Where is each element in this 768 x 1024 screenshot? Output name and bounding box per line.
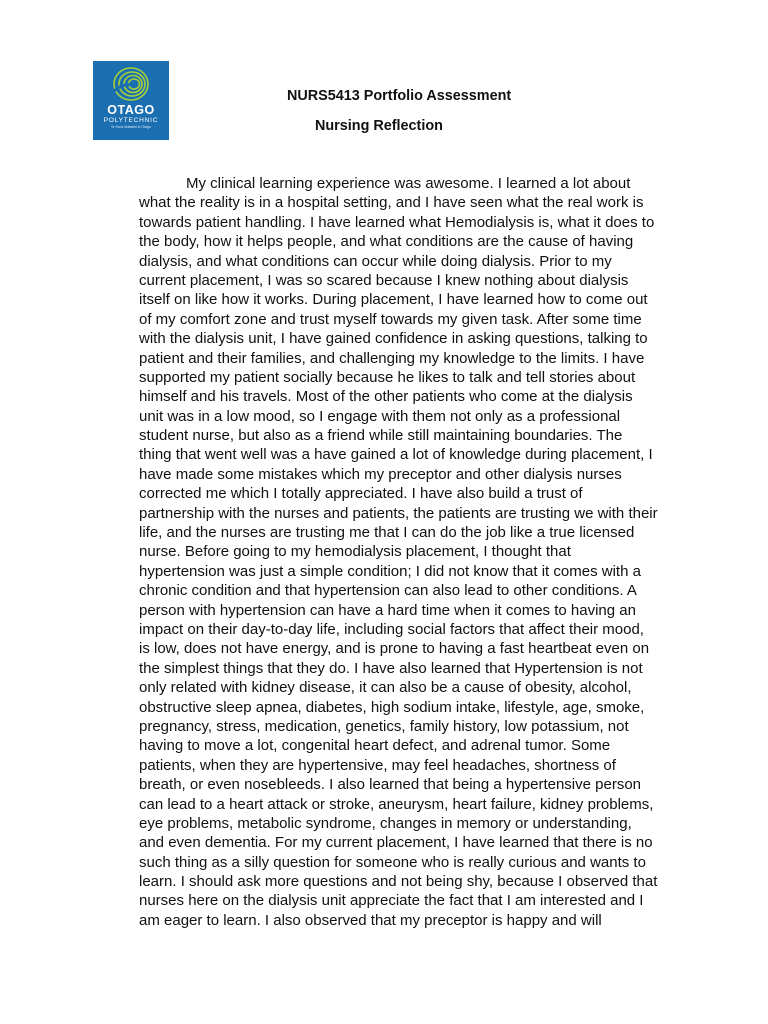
body-line: himself and his travels. Most of the other patients who come at the dialysis: [139, 388, 633, 406]
body-line: partnership with the nurses and patients, the patients are trusting we with their: [139, 504, 658, 522]
logo-subtitle: POLYTECHNIC: [103, 117, 159, 124]
body-line: having to move a lot, congenital heart defect, and adrenal tumor. Some: [139, 737, 611, 755]
body-line: of my comfort zone and trust myself towards my given task. After some time: [139, 310, 642, 328]
body-line: the body, how it helps people, and what conditions are the cause of having: [139, 233, 634, 251]
body-line: current placement, I was so scared because I knew nothing about dialysis: [139, 271, 629, 289]
body-line: My clinical learning experience was awesome. I learned a lot about: [186, 175, 631, 192]
body-line: the simplest things that they do. I have also learned that Hypertension is not: [139, 659, 643, 677]
body-line: can lead to a heart attack or stroke, aneurysm, heart failure, kidney problems,: [139, 795, 654, 813]
body-line: obstructive sleep apnea, diabetes, high sodium intake, lifestyle, age, smoke,: [139, 698, 645, 716]
body-line: nurse. Before going to my hemodialysis placement, I thought that: [139, 543, 571, 561]
body-line: corrected me which I totally appreciated. I have also build a trust of: [139, 485, 583, 503]
document-subtitle: Nursing Reflection: [315, 118, 443, 134]
logo-name: OTAGO: [107, 103, 155, 117]
body-line: is low, does not have energy, and is prone to having a fast heartbeat even on: [139, 640, 650, 658]
body-line: with the dialysis unit, I have gained confidence in asking questions, talking to: [139, 330, 648, 348]
body-line: such thing as a silly question for someone who is really curious and wants to: [139, 853, 646, 871]
body-line: and even dementia. For my current placement, I have learned that there is no: [139, 834, 653, 852]
body-line: patients, when they are hypertensive, may feel headaches, shortness of: [139, 756, 616, 774]
body-line: towards patient handling. I have learned what Hemodialysis is, what it does to: [139, 213, 655, 231]
body-line: hypertension was just a simple condition; I did not know that it comes with a: [139, 562, 641, 580]
body-line: thing that went well was a have gained a lot of knowledge during placement, I: [139, 446, 653, 464]
otago-polytechnic-logo: [93, 61, 169, 140]
body-line: life, and the nurses are trusting me that I can do the job like a true licensed: [139, 524, 635, 542]
body-line: nurses here on the dialysis unit appreciate the fact that I am interested and I: [139, 892, 644, 910]
reflection-body: [139, 174, 679, 930]
body-line: only related with kidney disease, it can also be a cause of obesity, alcohol,: [139, 679, 632, 697]
body-line: breath, or even nosebleeds. I also learned that being a hypertensive person: [139, 776, 642, 794]
body-line: student nurse, but also as a friend while still maintaining boundaries. The: [139, 427, 623, 445]
body-line: eye problems, metabolic syndrome, changes in memory or understanding,: [139, 814, 632, 832]
body-line: unit was in a low mood, so I engage with them not only as a professional: [139, 407, 621, 425]
body-line: learn. I should ask more questions and not being shy, because I observed that: [139, 873, 658, 891]
body-line: person with hypertension can have a hard time when it comes to having an: [139, 601, 636, 619]
body-line: impact on their day-to-day life, including social factors that affect their mood,: [139, 620, 644, 638]
body-line: chronic condition and that hypertension can also lead to other conditions. A: [139, 582, 637, 600]
body-line: what the reality is in a hospital setting, and I have seen what the real work is: [139, 194, 644, 212]
body-line: itself on like how it works. During placement, I have learned how to come out: [139, 291, 648, 309]
body-line: supported my patient socially because he likes to talk and tell stories about: [139, 368, 636, 386]
document-title: NURS5413 Portfolio Assessment: [287, 88, 512, 104]
body-line: am eager to learn. I also observed that my preceptor is happy and will: [139, 911, 602, 929]
body-line: pregnancy, stress, medication, genetics, family history, low potassium, not: [139, 717, 629, 735]
logo-tagline: Te Kura Matatini ki Otago: [110, 125, 152, 129]
body-line: have made some mistakes which my preceptor and other dialysis nurses: [139, 465, 622, 483]
body-line: dialysis, and what conditions can occur while doing dialysis. Prior to my: [139, 252, 612, 270]
body-line: patient and their families, and challenging my knowledge to the limits. I have: [139, 349, 645, 367]
